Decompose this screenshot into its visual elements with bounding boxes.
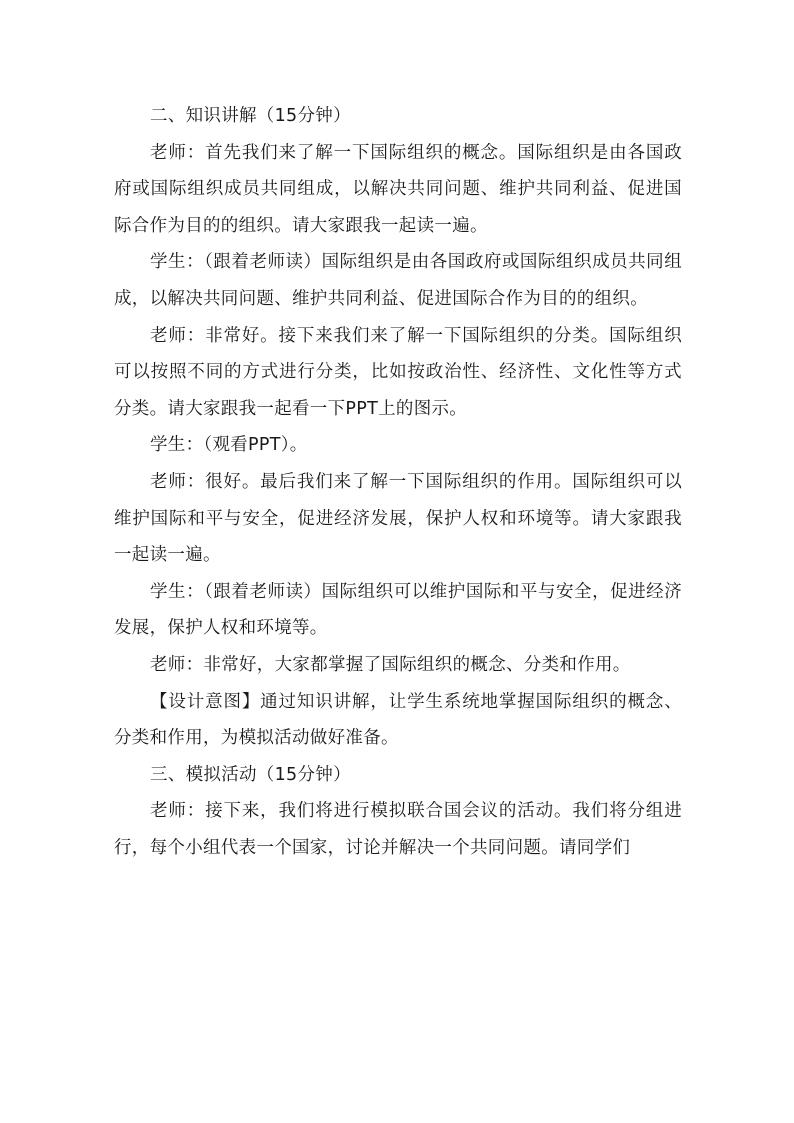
section-heading-simulation: 三、模拟活动（15分钟） [150,764,351,785]
paragraph-teacher-concept: 老师：首先我们来了解一下国际组织的概念。国际组织是由各国政府或国际组织成员共同组成，以解决共同问题、维护共同利益、促进国际合作为目的的组织。请大家跟我一起读一遍。 [114,142,682,236]
paragraph-student-watch-ppt: 学生：（观看PPT）。 [150,435,308,456]
paragraph-teacher-summary: 老师：非常好，大家都掌握了国际组织的概念、分类和作用。 [150,654,631,675]
paragraph-student-read-function: 学生：（跟着老师读）国际组织可以维护国际和平与安全，促进经济发展，保护人权和环境等。 [114,581,682,639]
paragraph-teacher-classification: 老师：非常好。接下来我们来了解一下国际组织的分类。国际组织可以按照不同的方式进行分类，比如按政治性、经济性、文化性等方式分类。请大家跟我一起看一下PPT上的图示。 [114,325,682,419]
paragraph-teacher-simulation: 老师：接下来，我们将进行模拟联合国会议的活动。我们将分组进行，每个小组代表一个国家，讨论并解决一个共同问题。请同学们 [114,801,682,858]
section-heading-knowledge: 二、知识讲解（15分钟） [150,106,351,126]
paragraph-design-intent: 【设计意图】通过知识讲解，让学生系统地掌握国际组织的概念、分类和作用，为模拟活动做好准备。 [114,691,682,749]
paragraph-teacher-function: 老师：很好。最后我们来了解一下国际组织的作用。国际组织可以维护国际和平与安全，促进经济发展，保护人权和环境等。请大家跟我一起读一遍。 [114,471,682,566]
document-body [114,98,682,866]
paragraph-student-read-concept: 学生：（跟着老师读）国际组织是由各国政府或国际组织成员共同组成，以解决共同问题、维护共同利益、促进国际合作为目的的组织。 [114,252,682,309]
